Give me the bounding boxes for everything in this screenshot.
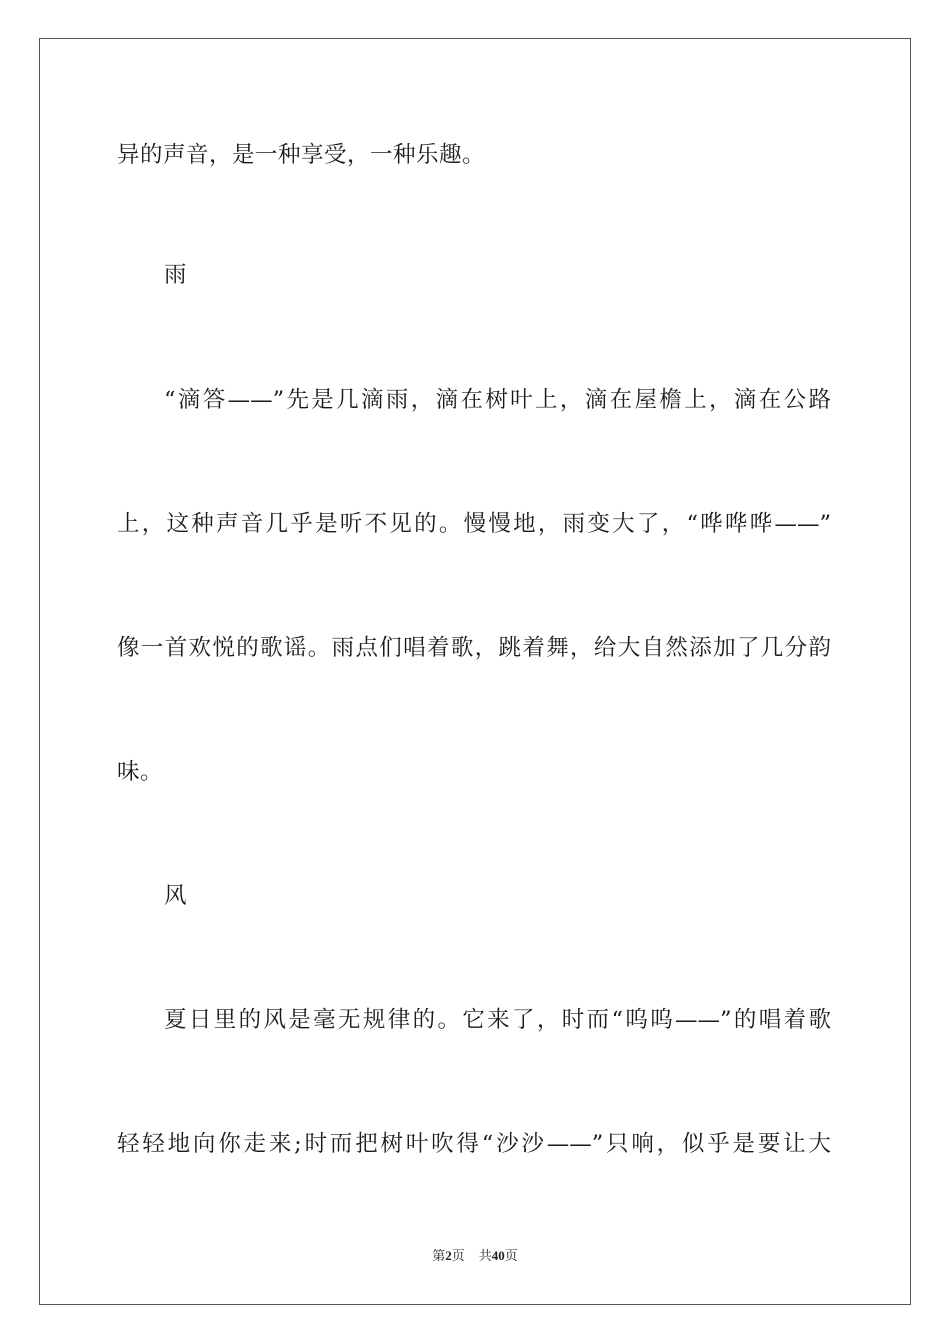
paragraph-line: 味。: [117, 759, 164, 785]
paragraph-line: “滴答——”先是几滴雨，滴在树叶上，滴在屋檐上，滴在公路: [164, 387, 831, 413]
paragraph-line: 轻轻地向你走来;时而把树叶吹得“沙沙——”只响，似乎是要让大: [117, 1131, 831, 1157]
total-pages: 40: [491, 1248, 505, 1263]
paragraph-line: 上，这种声音几乎是听不见的。慢慢地，雨变大了，“哗哗哗——”: [117, 511, 831, 537]
section-heading-rain: 雨: [164, 262, 188, 288]
total-prefix: 共: [478, 1248, 492, 1263]
page-border: [39, 38, 911, 1305]
paragraph-line: 像一首欢悦的歌谣。雨点们唱着歌，跳着舞，给大自然添加了几分韵: [117, 635, 831, 661]
total-suffix: 页: [504, 1248, 518, 1263]
page-number: 2: [445, 1248, 452, 1263]
page-prefix: 第: [432, 1248, 446, 1263]
page-suffix: 页: [451, 1248, 465, 1263]
paragraph-line: 夏日里的风是毫无规律的。它来了，时而“呜呜——”的唱着歌: [164, 1007, 831, 1033]
section-heading-wind: 风: [164, 883, 188, 909]
page-footer: [0, 1247, 950, 1265]
paragraph-line: 异的声音，是一种享受，一种乐趣。: [117, 142, 486, 168]
